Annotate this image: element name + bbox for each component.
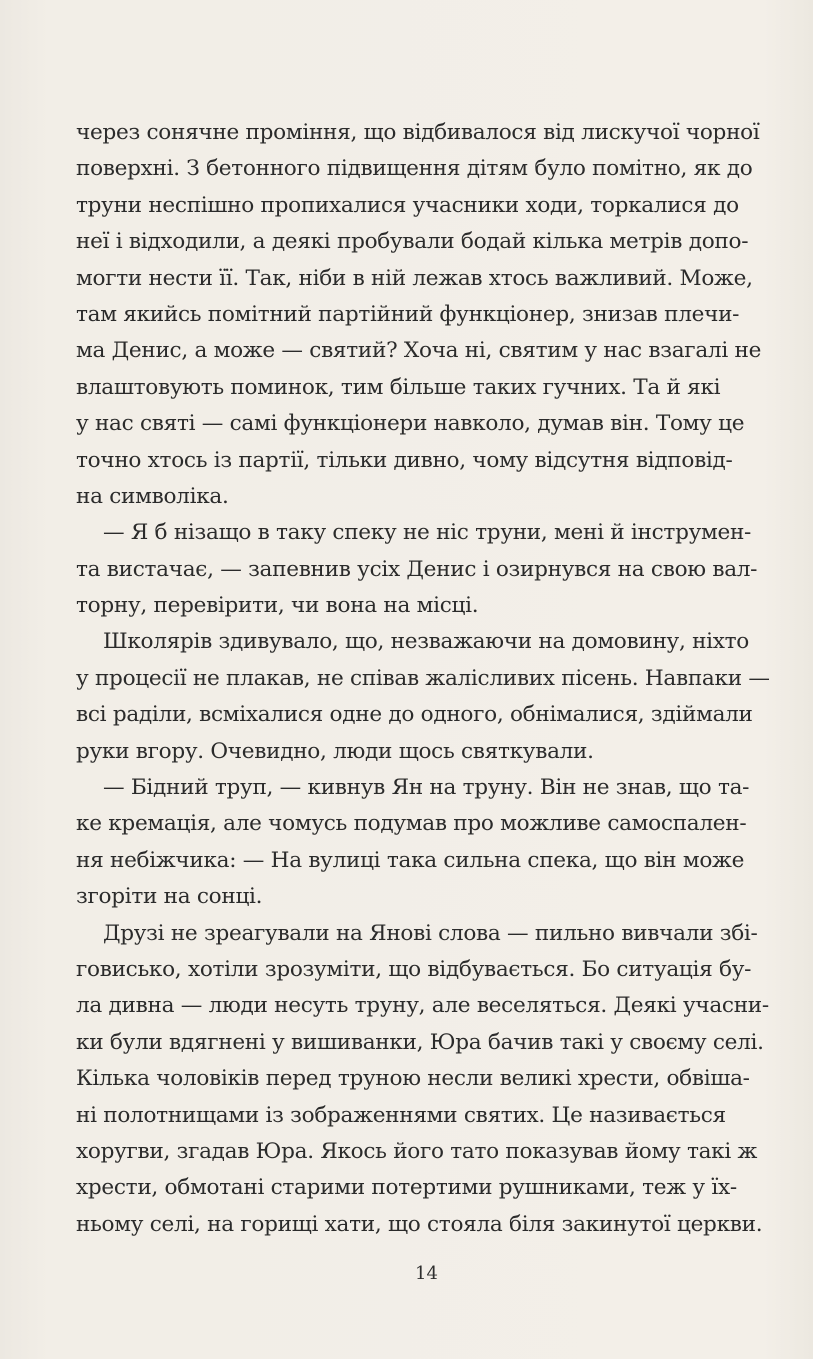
text-line: у нас святі — самі функціонери навколо, думав він. Тому це — [76, 411, 745, 437]
text-line: ня небіжчика: — На вулиці така сильна спека, що він може — [76, 847, 745, 873]
text-line: ма Денис, а може — святий? Хоча ні, святим у нас взагалі не — [76, 338, 762, 364]
text-line: згоріти на сонці. — [76, 884, 263, 910]
text-line: ла дивна — люди несуть труну, але веселяться. Деякі учасни- — [76, 993, 769, 1019]
text-line: — Я б нізащо в таку спеку не ніс труни, мені й інструмен- — [103, 520, 752, 546]
text-line: ке кремація, але чомусь подумав про можливе самоспален- — [76, 811, 747, 837]
text-line: поверхні. З бетонного підвищення дітям було помітно, як до — [76, 156, 753, 182]
text-line: труни неспішно пропихалися учасники ходи, торкалися до — [76, 192, 739, 218]
text-line: ки були вдягнені у вишиванки, Юра бачив такі у своєму селі. — [76, 1029, 764, 1055]
text-line: точно хтось із партії, тільки дивно, чому відсутня відповід- — [76, 447, 733, 473]
text-line: хоругви, згадав Юра. Якось його тато показував йому такі ж — [76, 1138, 758, 1164]
text-line: ні полотнищами із зображеннями святих. Це називається — [76, 1102, 726, 1128]
text-line: могти нести її. Так, ніби в ній лежав хтось важливий. Може, — [76, 265, 753, 291]
text-line: Друзі не зреагували на Янові слова — пильно вивчали збі- — [103, 920, 758, 946]
text-line: хрести, обмотані старими потертими рушниками, теж у їх- — [76, 1175, 737, 1201]
page-number: 14 — [415, 1263, 438, 1284]
text-line: влаштовують поминок, тим більше таких гучних. Та й які — [76, 374, 721, 400]
text-line: ньому селі, на горищі хати, що стояла біля закинутої церкви. — [76, 1211, 763, 1237]
text-line: на символіка. — [76, 483, 229, 509]
text-line: у процесії не плакав, не співав жалісливих пісень. Навпаки — — [76, 665, 770, 691]
text-line: говисько, хотіли зрозуміти, що відбувається. Бо ситуація бу- — [76, 956, 752, 982]
text-line: руки вгору. Очевидно, люди щось святкували. — [76, 738, 594, 764]
body-text — [76, 115, 776, 1243]
text-line: та вистачає, — запевнив усіх Денис і озирнувся на свою вал- — [76, 556, 758, 582]
text-line: Школярів здивувало, що, незважаючи на домовину, ніхто — [103, 629, 750, 655]
text-line: Кілька чоловіків перед труною несли великі хрести, обвіша- — [76, 1066, 750, 1092]
text-line: всі раділи, всміхалися одне до одного, обнімалися, здіймали — [76, 702, 753, 728]
text-line: через сонячне проміння, що відбивалося від лискучої чорної — [76, 120, 760, 145]
text-line: там якийсь помітний партійний функціонер, знизав плечи- — [76, 301, 740, 327]
text-line: — Бідний труп, — кивнув Ян на труну. Він не знав, що та- — [103, 775, 750, 801]
text-line: неї і відходили, а деякі пробували бодай кілька метрів допо- — [76, 229, 749, 255]
text-line: торну, перевірити, чи вона на місці. — [76, 593, 479, 619]
